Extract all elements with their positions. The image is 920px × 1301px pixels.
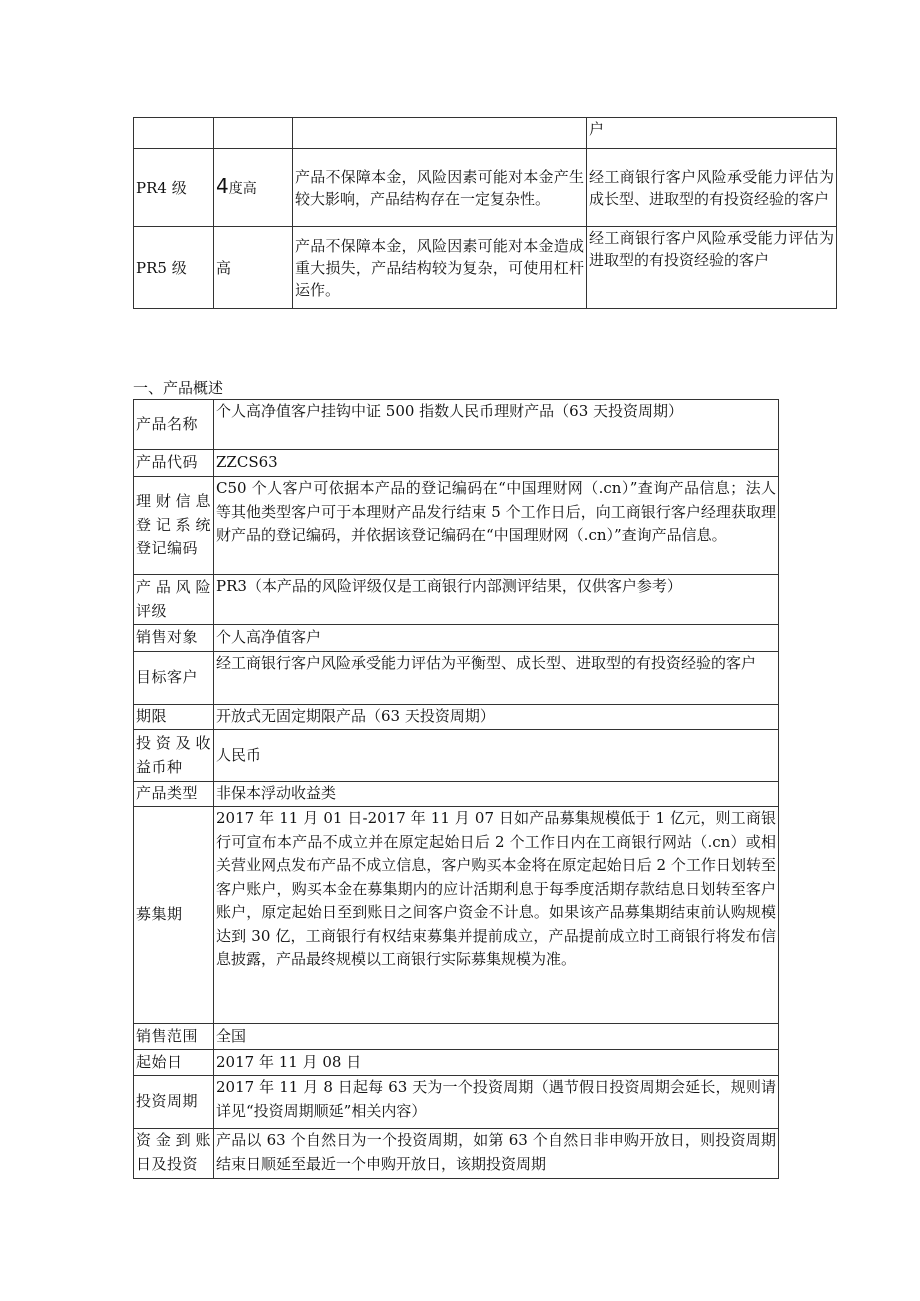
section-title: 一、产品概述 [133, 379, 224, 397]
table-row [134, 1129, 779, 1179]
risk-degree-cell [214, 227, 293, 309]
field-label: 投资周期 [134, 1076, 214, 1129]
table-row [134, 575, 779, 625]
table-row [134, 227, 837, 309]
table-row [134, 118, 837, 149]
risk-target-cell: 经工商银行客户风险承受能力评估为成长型、进取型的有投资经验的客户 [587, 149, 837, 227]
field-label: 投资及收益币种 [134, 730, 214, 782]
field-value: 2017 年 11 月 01 日-2017 年 11 月 07 日如产品募集规模低于 1 亿元，则工商银行可宣布本产品不成立并在原定起始日后 2 个工作日内在工商银行网站（.cn）或相关营业网点发布产品不成立信息，客户购买本金将在原定起始日后 2 个工作日划转至客户账户，购买本金在募集期内的应计活期利息于每季度活期存款结息日划转至客户账户，原定起始日至到账日之间客户资金不计息。如果该产品募集期结束前认购规模达到 30 亿，工商银行有权结束募集并提前成立，产品提前成立时工商银行将发布信息披露，产品最终规模以工商银行实际募集规模为准。 [214, 807, 779, 1024]
risk-level-cell: PR5 级 [134, 227, 214, 309]
table-row [134, 1076, 779, 1129]
table-row [134, 730, 779, 782]
field-value: 经工商银行客户风险承受能力评估为平衡型、成长型、进取型的有投资经验的客户 [214, 652, 779, 705]
table-row [134, 450, 779, 477]
risk-level-cell [134, 118, 214, 149]
field-label: 产品代码 [134, 450, 214, 477]
field-label: 理财信息登记系统登记编码 [134, 477, 214, 575]
field-label: 期限 [134, 705, 214, 730]
field-label: 产品风险评级 [134, 575, 214, 625]
field-value: 人民币 [214, 730, 779, 782]
field-label: 销售范围 [134, 1024, 214, 1050]
table-row [134, 149, 837, 227]
field-value: 开放式无固定期限产品（63 天投资周期） [214, 705, 779, 730]
table-row [134, 400, 779, 450]
field-label: 起始日 [134, 1050, 214, 1076]
field-value: 非保本浮动收益类 [214, 782, 779, 807]
risk-target-cell: 经工商银行客户风险承受能力评估为进取型的有投资经验的客户 [587, 227, 837, 309]
field-value: 个人高净值客户挂钩中证 500 指数人民币理财产品（63 天投资周期） [214, 400, 779, 450]
table-row [134, 807, 779, 1024]
table-row [134, 782, 779, 807]
risk-degree-cell [214, 118, 293, 149]
table-row [134, 625, 779, 652]
field-label: 产品名称 [134, 400, 214, 450]
field-label: 募集期 [134, 807, 214, 1024]
field-label: 销售对象 [134, 625, 214, 652]
risk-degree-number: 4 [216, 174, 229, 198]
field-value: 产品以 63 个自然日为一个投资周期，如第 63 个自然日非申购开放日，则投资周期结束日顺延至最近一个申购开放日，该期投资周期 [214, 1129, 779, 1179]
risk-degree-text: 高 [216, 258, 232, 277]
field-label: 产品类型 [134, 782, 214, 807]
field-value: PR3（本产品的风险评级仅是工商银行内部测评结果，仅供客户参考） [214, 575, 779, 625]
field-value: ZZCS63 [214, 450, 779, 477]
risk-description-cell: 产品不保障本金，风险因素可能对本金造成重大损失，产品结构较为复杂，可使用杠杆运作。 [293, 227, 587, 309]
risk-degree-text: 度高 [228, 181, 257, 197]
product-overview-table [133, 399, 779, 1179]
table-row [134, 477, 779, 575]
table-row [134, 1050, 779, 1076]
risk-target-cell: 户 [587, 118, 837, 149]
field-value: 全国 [214, 1024, 779, 1050]
field-value: 2017 年 11 月 8 日起每 63 天为一个投资周期（遇节假日投资周期会延长，规则请详见“投资周期顺延”相关内容） [214, 1076, 779, 1129]
risk-level-table [133, 117, 837, 309]
field-label: 资金到账日及投资 [134, 1129, 214, 1179]
risk-description-cell [293, 118, 587, 149]
risk-description-cell: 产品不保障本金，风险因素可能对本金产生较大影响，产品结构存在一定复杂性。 [293, 149, 587, 227]
field-value: C50 个人客户可依据本产品的登记编码在“中国理财网（.cn）”查询产品信息；法人等其他类型客户可于本理财产品发行结束 5 个工作日后，向工商银行客户经理获取理财产品的登记编码，并依据该登记编码在“中国理财网（.cn）”查询产品信息。 [214, 477, 779, 575]
field-value: 2017 年 11 月 08 日 [214, 1050, 779, 1076]
risk-degree-cell [214, 149, 293, 227]
table-row [134, 1024, 779, 1050]
field-value: 个人高净值客户 [214, 625, 779, 652]
risk-level-cell: PR4 级 [134, 149, 214, 227]
table-row [134, 705, 779, 730]
table-row [134, 652, 779, 705]
field-label: 目标客户 [134, 652, 214, 705]
